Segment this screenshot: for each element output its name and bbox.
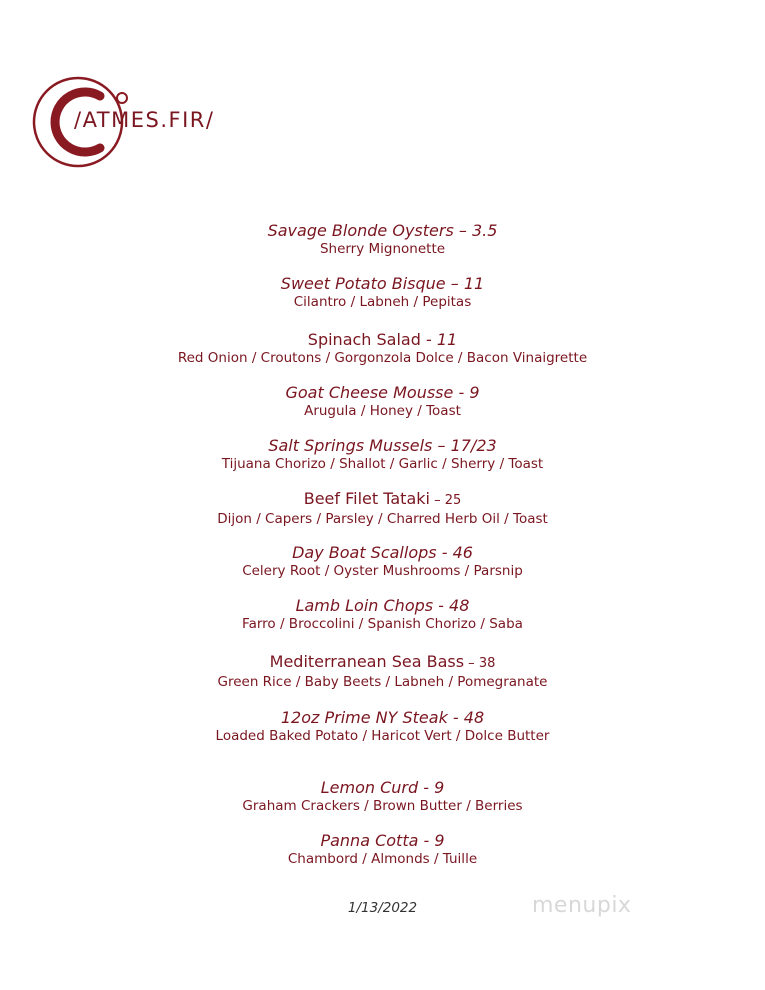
menu-date: 1/13/2022 (347, 900, 418, 916)
menu-item (0, 221, 765, 258)
menu-item-name: Beef Filet Tataki (303, 489, 430, 508)
menu-item-title (0, 274, 765, 293)
menu-item-name: Salt Springs Mussels (268, 436, 433, 455)
menu-item-price: 11 (436, 330, 458, 349)
menu-item-name: Mediterranean Sea Bass (269, 652, 465, 671)
menu-item-price: 25 (444, 493, 462, 508)
menu-item-title (0, 708, 765, 727)
menu-item-description: Loaded Baked Potato / Haricot Vert / Dolce Butter (215, 728, 550, 744)
menu-item-title (0, 831, 765, 850)
logo-wordmark: /ATMES.FIR/ (74, 108, 215, 132)
menu-item-description: Graham Crackers / Brown Butter / Berries (242, 798, 523, 814)
menu-item-description: Chambord / Almonds / Tuille (287, 851, 478, 867)
menu-item-separator: - (418, 778, 435, 797)
restaurant-logo (30, 76, 230, 168)
menu-item-description: Celery Root / Oyster Mushrooms / Parsnip (242, 563, 523, 579)
menu-item (0, 436, 765, 473)
menu-item-description: Red Onion / Croutons / Gorgonzola Dolce / Bacon Vinaigrette (177, 350, 588, 366)
menu-item-description: Dijon / Capers / Parsley / Charred Herb Oil / Toast (217, 511, 548, 527)
menu-item (0, 778, 765, 815)
menu-item-price: 48 (463, 708, 485, 727)
menu-item-title (0, 436, 765, 455)
menu-item-name: Day Boat Scallops (292, 543, 437, 562)
menu-item-price: 48 (449, 596, 470, 615)
menu-item-title (0, 221, 765, 240)
menu-item (0, 708, 765, 745)
menu-item-name: 12oz Prime NY Steak (280, 708, 448, 727)
menu-item-separator: - (436, 543, 453, 562)
menu-item-name: Lamb Loin Chops (295, 596, 434, 615)
menu-item (0, 274, 765, 311)
menu-item (0, 489, 765, 528)
watermark-logo: menupix (532, 893, 632, 918)
menu-item (0, 831, 765, 868)
menu-item-title (0, 596, 765, 615)
menu-item-description: Cilantro / Labneh / Pepitas (293, 294, 472, 310)
menu-item-price: 17/23 (450, 436, 497, 455)
menu-item-title (0, 652, 765, 673)
menu-item-name: Savage Blonde Oysters (267, 221, 454, 240)
menu-item-title (0, 330, 765, 349)
menu-item (0, 330, 765, 367)
menu-item-title (0, 543, 765, 562)
menu-item-description: Green Rice / Baby Beets / Labneh / Pomegranate (217, 674, 548, 690)
menu-item-separator: – (429, 493, 445, 508)
menu-item-name: Goat Cheese Mousse (285, 383, 454, 402)
menu-item-price: 9 (469, 383, 480, 402)
menu-item-title (0, 489, 765, 510)
menu-item-price: 9 (434, 831, 445, 850)
menu-item-separator: – (453, 221, 472, 240)
menu-item-price: 9 (434, 778, 445, 797)
menu-item-description: Farro / Broccolini / Spanish Chorizo / Saba (242, 616, 523, 632)
menu-item (0, 596, 765, 633)
menu-item (0, 383, 765, 420)
menu-item-separator: - (453, 383, 470, 402)
menu-item-name: Spinach Salad (307, 330, 421, 349)
menu-item-separator: – (432, 436, 451, 455)
menu-item-name: Sweet Potato Bisque (280, 274, 446, 293)
menu-item-separator: - (418, 831, 435, 850)
menu-item-separator: - (433, 596, 450, 615)
menu-item (0, 543, 765, 580)
menu-item-title (0, 778, 765, 797)
menu-item-description: Tijuana Chorizo / Shallot / Garlic / Sherry / Toast (221, 456, 544, 472)
menu-item-price: 11 (463, 274, 485, 293)
menu-item-separator: - (420, 330, 437, 349)
menu-item-price: 46 (452, 543, 473, 562)
menu-item-separator: – (464, 656, 479, 671)
menu-item-name: Lemon Curd (320, 778, 419, 797)
menu-item-description: Sherry Mignonette (319, 241, 446, 257)
menu-item-separator: – (445, 274, 464, 293)
menu-item-title (0, 383, 765, 402)
menu-item-name: Panna Cotta (320, 831, 419, 850)
menu-item-separator: - (447, 708, 464, 727)
menu-item-price: 3.5 (471, 221, 498, 240)
menu-item-price: 38 (478, 656, 496, 671)
menu-item-description: Arugula / Honey / Toast (304, 403, 461, 419)
menu-item (0, 652, 765, 691)
